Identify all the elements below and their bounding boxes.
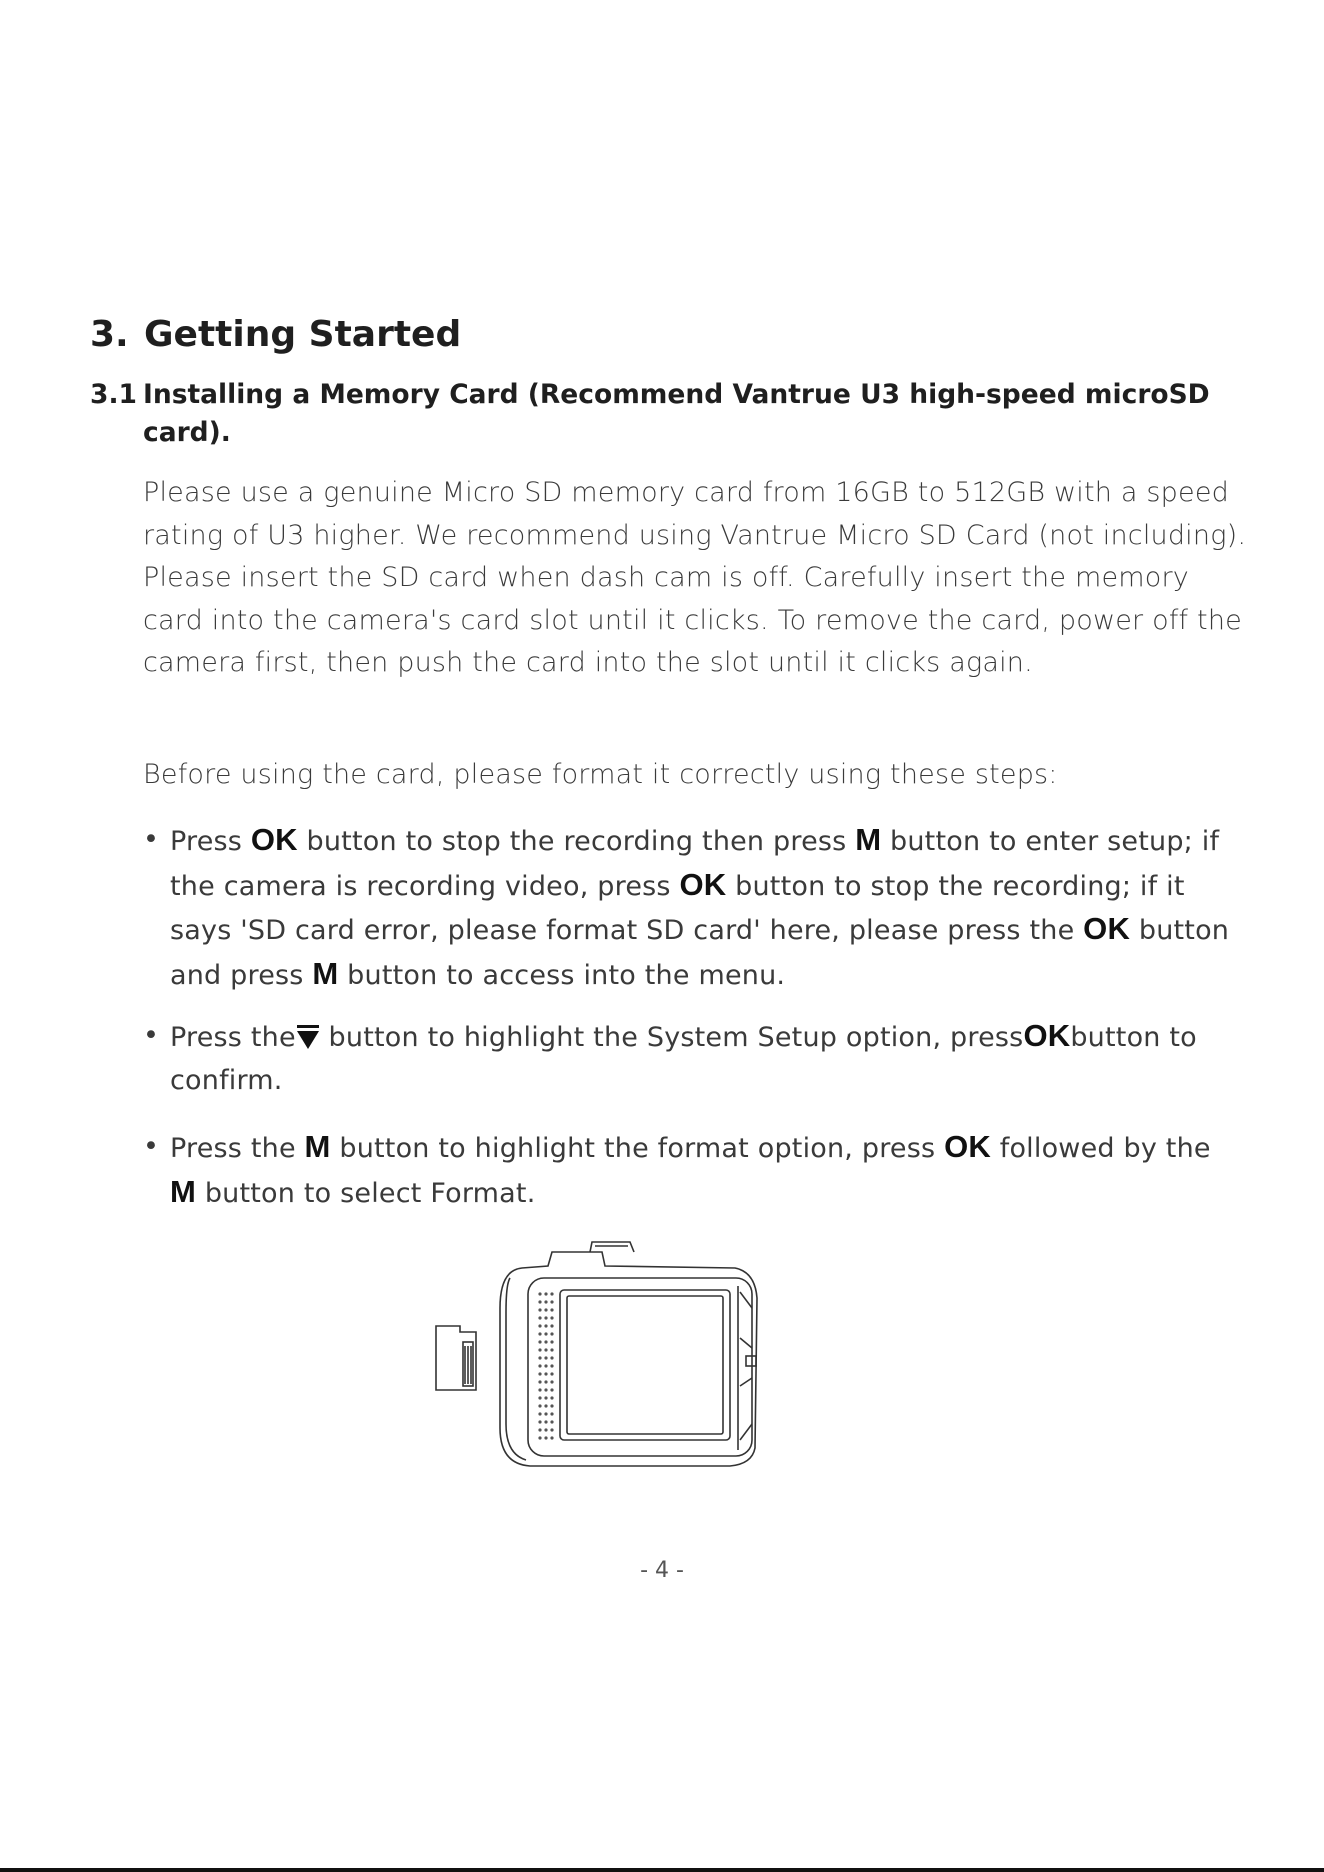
section-heading <box>90 314 461 355</box>
section-title: Getting Started <box>144 314 462 355</box>
down-triangle-icon <box>296 1024 320 1050</box>
bullet-text: followed by the <box>990 1133 1211 1164</box>
bullet-text: Press the <box>170 1022 296 1053</box>
subsection-number: 3.1 <box>90 379 137 410</box>
m-key-label: M <box>855 822 882 857</box>
bullet-text: button to highlight the format option, press <box>330 1133 945 1164</box>
bullet-step-3 <box>143 1126 1243 1215</box>
bullet-step-1 <box>143 819 1243 997</box>
bullet-dot: • <box>143 1131 160 1162</box>
m-key-label: M <box>304 1129 331 1164</box>
bullet-text: button to highlight the System Setup option, press <box>319 1022 1024 1053</box>
ok-key-label: OK <box>250 822 298 857</box>
m-key-label: M <box>312 955 339 991</box>
bullet-body <box>170 1126 1243 1215</box>
bullet-body <box>170 1015 1243 1102</box>
subsection-title: Installing a Memory Card (Recommend Vantrue U3 high-speed microSD card). <box>143 379 1210 448</box>
bullet-text: button to select Format. <box>196 1177 536 1209</box>
bullet-text: Press the <box>170 1133 305 1164</box>
intro-paragraph: Please use a genuine Micro SD memory card from 16GB to 512GB with a speed rating of U3 higher. We recommend using Vantrue Micro SD Card (not including). Please insert the SD card when dash cam is off. Carefully insert the memory card into the camera's card slot until it clicks. To remove the card, power off the camera first, then push the card into the slot until it clicks again. <box>143 477 1247 678</box>
m-key-label: M <box>170 1173 197 1209</box>
page-number: - 4 - <box>640 1558 684 1583</box>
subsection-heading <box>90 376 1240 452</box>
bullet-text: button to stop the recording; if it says 'SD card error, please format SD card' here, please press the <box>170 870 1185 946</box>
bullet-text: button to access into the menu. <box>338 959 786 991</box>
format-intro-paragraph: Before using the card, please format it correctly using these steps: <box>143 759 1058 790</box>
bullet-body <box>170 819 1243 997</box>
bullet-text: button to enter setup; if the camera is recording video, press <box>170 826 1220 902</box>
bullet-dot: • <box>143 1020 160 1051</box>
bullet-step-2 <box>143 1015 1243 1102</box>
ok-key-label: OK <box>1083 911 1131 946</box>
ok-key-label: OK <box>1023 1018 1071 1053</box>
bullet-text: Press <box>170 826 251 857</box>
bullet-dot: • <box>143 824 160 855</box>
bullet-text: button and press <box>170 915 1230 991</box>
section-number: 3. <box>90 314 129 355</box>
bottom-border <box>0 1868 1324 1872</box>
bullet-text: button to confirm. <box>170 1022 1197 1096</box>
ok-key-label: OK <box>944 1129 991 1164</box>
ok-key-label: OK <box>679 866 727 902</box>
bullet-text: button to stop the recording then press <box>297 826 856 857</box>
dashcam-illustration-icon <box>430 1228 840 1473</box>
microsd-card-icon <box>436 1326 476 1390</box>
